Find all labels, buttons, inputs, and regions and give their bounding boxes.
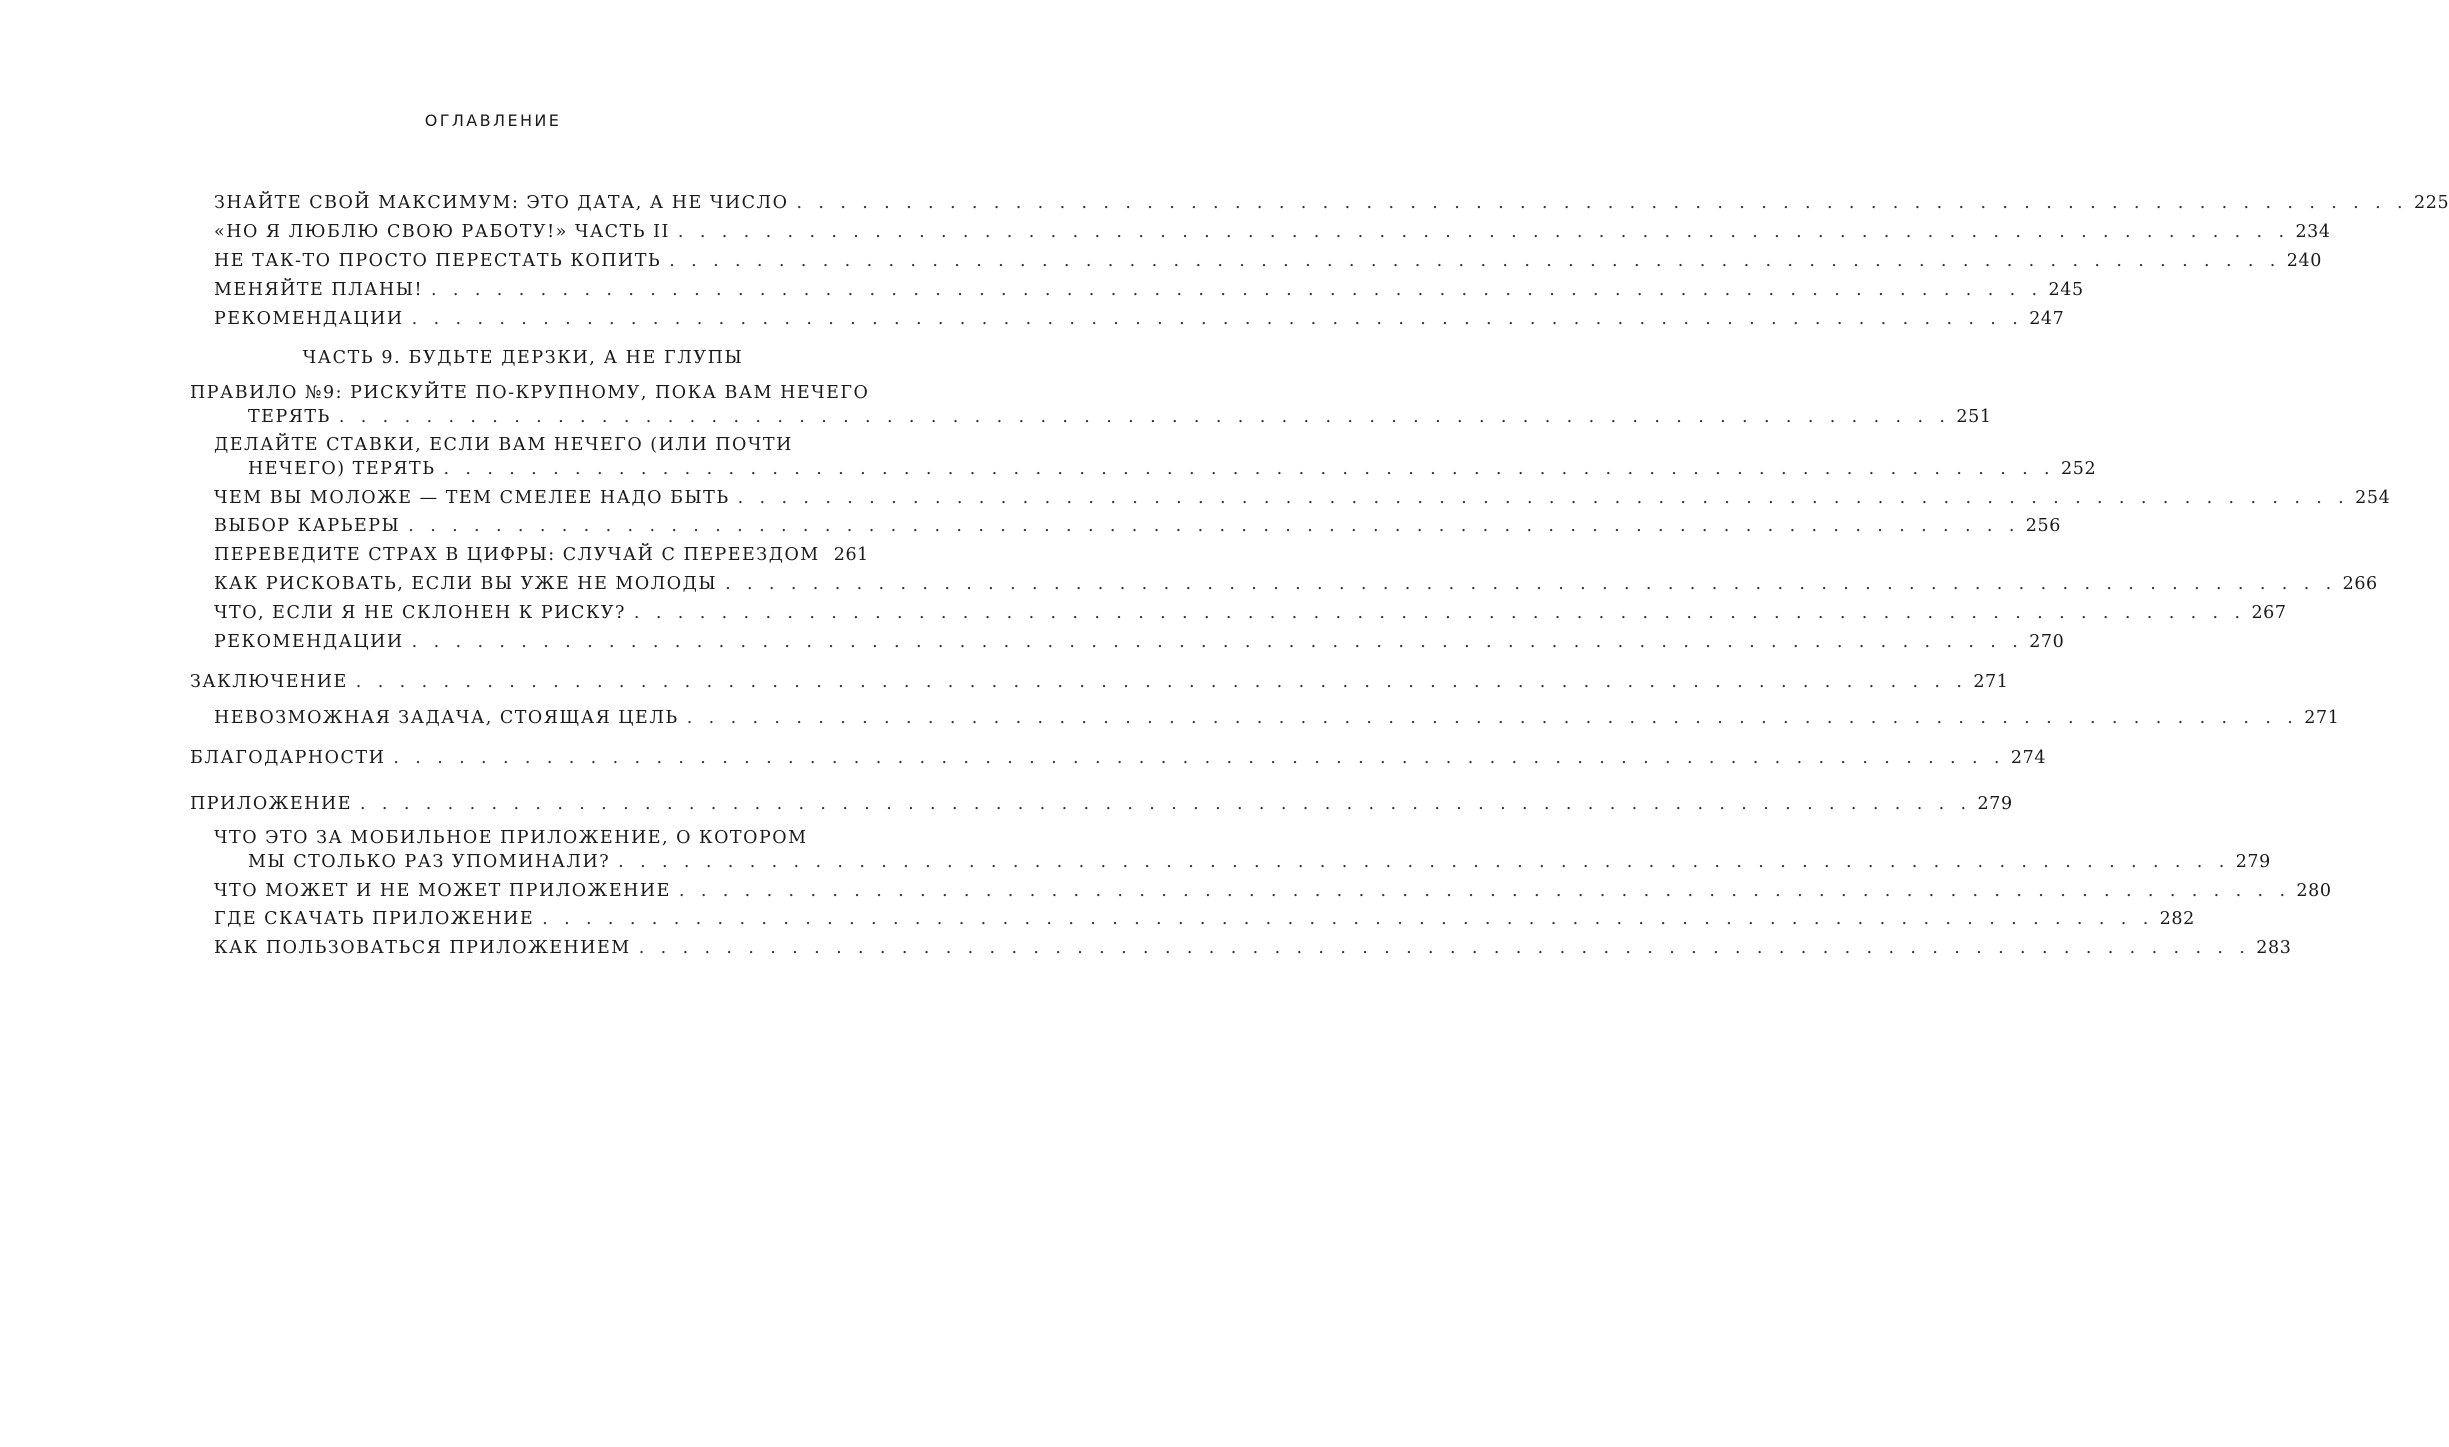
toc-leader-dots: . . . . . . . . . . . . . . . . . . . . . . . . . . . . . . . . . . . . . . . . . . . . . . . . . . . . . . . . . . . . . . . . . . . . . . . . . . [618,852,2230,872]
toc-entry-title: РЕКОМЕНДАЦИИ [214,309,404,329]
toc-entry-page: 283 [2256,938,2292,958]
toc-entry-page: 279 [2235,852,2271,872]
toc-entry[interactable] [248,458,2097,480]
toc-entry-page: 245 [2048,280,2084,300]
toc-leader-dots: . . . . . . . . . . . . . . . . . . . . . . . . . . . . . . . . . . . . . . . . . . . . . . . . . . . . . . . . . . . . . . . . . . . . . . . . . . [677,222,2290,242]
toc-entry[interactable] [214,631,2065,653]
toc-entry-page: 247 [2029,309,2065,329]
toc-leader-dots: . . . . . . . . . . . . . . . . . . . . . . . . . . . . . . . . . . . . . . . . . . . . . . . . . . . . . . . . . . . . . . . . . . . . . . . . . . [431,280,2043,300]
toc-entry-page: 274 [2010,748,2047,768]
toc-entry-title: БЛАГОДАРНОСТИ [190,748,386,768]
toc-entry[interactable] [214,515,2061,537]
toc-entry[interactable] [190,671,2009,693]
toc-entry-page: 240 [2286,251,2322,271]
toc-leader-dots: . . . . . . . . . . . . . . . . . . . . . . . . . . . . . . . . . . . . . . . . . . . . . . . . . . . . . . . . . . . . . . . . . . . . . . . . . . [737,488,2350,508]
toc-leader-dots: . . . . . . . . . . . . . . . . . . . . . . . . . . . . . . . . . . . . . . . . . . . . . . . . . . . . . . . . . . . . . . . . . . . . . . . . . . [638,938,2251,958]
toc-leader-dots: . . . . . . . . . . . . . . . . . . . . . . . . . . . . . . . . . . . . . . . . . . . . . . . . . . . . . . . . . . . . . . . . . . . . . . . . . . [411,309,2024,329]
part-heading[interactable]: ЧАСТЬ 9. БУДЬТЕ ДЕРЗКИ, А НЕ ГЛУПЫ [302,348,744,368]
toc-leader-dots: . . . . . . . . . . . . . . . . . . . . . . . . . . . . . . . . . . . . . . . . . . . . . . . . . . . . . . . . . . . . . . . . . . . . . . . . . . [686,708,2299,728]
toc-entry-title: ЧТО, ЕСЛИ Я НЕ СКЛОНЕН К РИСКУ? [214,603,626,623]
toc-entry-title: ГДЕ СКАЧАТЬ ПРИЛОЖЕНИЕ [214,909,535,929]
toc-entry[interactable] [214,602,2287,624]
toc-entry-title: ПРИЛОЖЕНИЕ [190,794,352,814]
toc-entry[interactable] [214,908,2195,930]
toc-entry-title: НЕ ТАК-ТО ПРОСТО ПЕРЕСТАТЬ КОПИТЬ [214,251,662,271]
toc-entry-page: 252 [2061,459,2097,479]
toc-entry-page: 225 [2414,193,2449,213]
toc-leader-dots: . . . . . . . . . . . . . . . . . . . . . . . . . . . . . . . . . . . . . . . . . . . . . . . . . . . . . . . . . . . . . . . . . . . . . . . . . . [633,603,2246,623]
toc-leader-dots: . . . . . . . . . . . . . . . . . . . . . . . . . . . . . . . . . . . . . . . . . . . . . . . . . . . . . . . . . . . . . . . . . . . . . . . . . . [725,574,2337,594]
toc-entry[interactable] [214,880,2332,902]
toc-leader-dots: . . . . . . . . . . . . . . . . . . . . . . . . . . . . . . . . . . . . . . . . . . . . . . . . . . . . . . . . . . . . . . . . . . . . . . . . . . [542,909,2154,929]
toc-entry-title-line2: МЫ СТОЛЬКО РАЗ УПОМИНАЛИ? [248,852,611,872]
toc-entry-title: МЕНЯЙТЕ ПЛАНЫ! [214,280,423,300]
toc-leader-dots: . . . . . . . . . . . . . . . . . . . . . . . . . . . . . . . . . . . . . . . . . . . . . . . . . . . . . . . . . . . . . . . . . . . . . . . . . . [338,407,1951,427]
toc-entry-page: 270 [2029,632,2065,652]
toc-entry-title: ЧТО МОЖЕТ И НЕ МОЖЕТ ПРИЛОЖЕНИЕ [214,881,671,901]
toc-entry[interactable] [214,937,2292,959]
toc-entry-title: ЧЕМ ВЫ МОЛОЖЕ — ТЕМ СМЕЛЕЕ НАДО БЫТЬ [214,488,730,508]
toc-entry[interactable] [214,221,2331,243]
toc-entry[interactable] [214,250,2322,272]
toc-leader-dots: . . . . . . . . . . . . . . . . . . . . . . . . . . . . . . . . . . . . . . . . . . . . . . . . . . . . . . . . . . . . . . . . . . . . . . . . . . [796,193,2408,213]
toc-entry[interactable] [214,308,2065,330]
toc-entry[interactable] [214,544,869,566]
toc-entry-page: 267 [2251,603,2287,623]
toc-entry[interactable] [214,707,2340,729]
toc-entry-page: 234 [2295,222,2331,242]
toc-leader-dots: . . . . . . . . . . . . . . . . . . . . . . . . . . . . . . . . . . . . . . . . . . . . . . . . . . . . . . . . . . . . . . . . . . . . . . . . . . [408,516,2020,536]
toc-entry-page: 261 [833,545,869,565]
toc-entry-page: 271 [2304,708,2340,728]
toc-entry[interactable] [214,487,2391,509]
toc-entry-title: КАК ПОЛЬЗОВАТЬСЯ ПРИЛОЖЕНИЕМ [214,938,631,958]
toc-entry-title-line2: НЕЧЕГО) ТЕРЯТЬ [248,459,436,479]
toc-entry[interactable] [190,793,2013,815]
toc-entry[interactable] [248,851,2271,873]
toc-leader-dots: . . . . . . . . . . . . . . . . . . . . . . . . . . . . . . . . . . . . . . . . . . . . . . . . . . . . . . . . . . . . . . . . . . . . . . . . . . [355,672,1968,692]
toc-entry-title-line1[interactable]: ПРАВИЛО №9: РИСКУЙТЕ ПО-КРУПНОМУ, ПОКА ВАМ НЕЧЕГО [190,383,870,403]
toc-entry-page: 266 [2342,574,2378,594]
toc-entry-title: НЕВОЗМОЖНАЯ ЗАДАЧА, СТОЯЩАЯ ЦЕЛЬ [214,708,679,728]
page-title: ОГЛАВЛЕНИЕ [424,111,562,130]
toc-entry-page: 254 [2355,488,2391,508]
toc-leader-dots: . . . . . . . . . . . . . . . . . . . . . . . . . . . . . . . . . . . . . . . . . . . . . . . . . . . . . . . . . . . . . . . . . . . . . . . . . . [678,881,2291,901]
toc-entry-title-line1[interactable]: ДЕЛАЙТЕ СТАВКИ, ЕСЛИ ВАМ НЕЧЕГО (ИЛИ ПОЧТИ [214,435,793,455]
toc-entry-title-line2: ТЕРЯТЬ [248,407,331,427]
toc-entry-title: РЕКОМЕНДАЦИИ [214,632,404,652]
toc-entry-page: 251 [1956,407,1992,427]
toc-leader-dots: . . . . . . . . . . . . . . . . . . . . . . . . . . . . . . . . . . . . . . . . . . . . . . . . . . . . . . . . . . . . . . . . . . . . . . . . . . [669,251,2281,271]
toc-entry-page: 271 [1973,672,2009,692]
toc-entry[interactable] [190,747,2047,769]
toc-entry[interactable] [214,192,2449,214]
toc-entry-title: «НО Я ЛЮБЛЮ СВОЮ РАБОТУ!» ЧАСТЬ II [214,222,670,242]
toc-leader-dots: . . . . . . . . . . . . . . . . . . . . . . . . . . . . . . . . . . . . . . . . . . . . . . . . . . . . . . . . . . . . . . . . . . . . . . . . . . [443,459,2056,479]
toc-entry-title: ЗНАЙТЕ СВОЙ МАКСИМУМ: ЭТО ДАТА, А НЕ ЧИСЛО [214,193,789,213]
toc-entry-page: 280 [2296,881,2332,901]
toc-entry-title-line1[interactable]: ЧТО ЭТО ЗА МОБИЛЬНОЕ ПРИЛОЖЕНИЕ, О КОТОРОМ [214,828,808,848]
toc-leader-dots: . . . . . . . . . . . . . . . . . . . . . . . . . . . . . . . . . . . . . . . . . . . . . . . . . . . . . . . . . . . . . . . . . . . . . . . . . . [411,632,2024,652]
toc-entry-title: ЗАКЛЮЧЕНИЕ [190,672,348,692]
toc-entry-page: 256 [2025,516,2061,536]
toc-leader-dots: . . . . . . . . . . . . . . . . . . . . . . . . . . . . . . . . . . . . . . . . . . . . . . . . . . . . . . . . . . . . . . . . . . . . . . . . . . [359,794,1972,814]
toc-entry-page: 279 [1977,794,2013,814]
toc-entry[interactable] [248,406,1992,428]
toc-entry[interactable] [214,573,2378,595]
toc-entry-title: ВЫБОР КАРЬЕРЫ [214,516,401,536]
toc-entry-page: 282 [2159,909,2195,929]
toc-leader-dots: . . . . . . . . . . . . . . . . . . . . . . . . . . . . . . . . . . . . . . . . . . . . . . . . . . . . . . . . . . . . . . . . . . . . . . . . . . [393,748,2005,768]
toc-entry-title: КАК РИСКОВАТЬ, ЕСЛИ ВЫ УЖЕ НЕ МОЛОДЫ [214,574,718,594]
toc-entry[interactable] [214,279,2084,301]
toc-entry-title: ПЕРЕВЕДИТЕ СТРАХ В ЦИФРЫ: СЛУЧАЙ С ПЕРЕЕЗДОМ [214,545,820,565]
